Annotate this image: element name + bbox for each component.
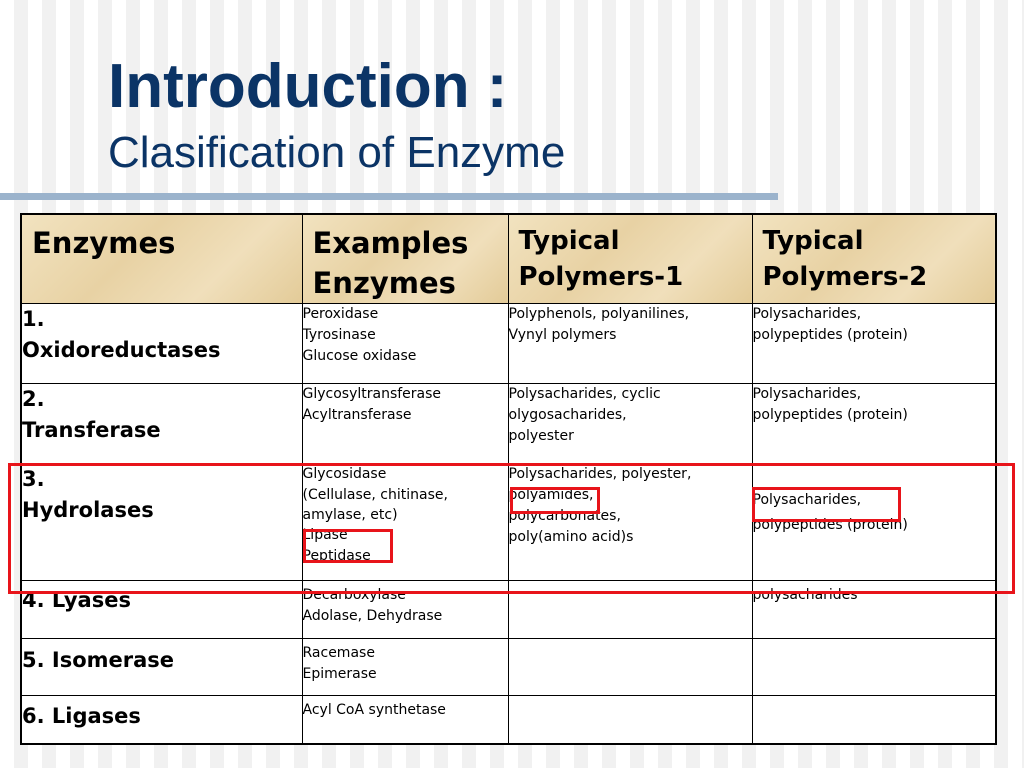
category-cell: 4. Lyases bbox=[21, 581, 302, 639]
polymers2-cell: polysacharides bbox=[752, 581, 996, 639]
slide-title: Introduction : bbox=[108, 52, 508, 121]
enzyme-classification-table bbox=[20, 213, 997, 745]
header-examples-enzymes: Examples Enzymes bbox=[302, 214, 508, 304]
table-row bbox=[21, 304, 996, 384]
category-cell: 3. Hydrolases bbox=[21, 464, 302, 581]
table-row bbox=[21, 464, 996, 581]
table-row bbox=[21, 639, 996, 696]
examples-cell: Racemase Epimerase bbox=[302, 639, 508, 696]
polymers1-cell bbox=[508, 581, 752, 639]
polymers1-cell: Polyphenols, polyanilines, Vynyl polymers bbox=[508, 304, 752, 384]
polymers1-cell bbox=[508, 639, 752, 696]
examples-cell: Peroxidase Tyrosinase Glucose oxidase bbox=[302, 304, 508, 384]
examples-cell: Glycosyltransferase Acyltransferase bbox=[302, 384, 508, 464]
table-row bbox=[21, 384, 996, 464]
category-cell: 6. Ligases bbox=[21, 696, 302, 744]
category-cell: 2. Transferase bbox=[21, 384, 302, 464]
examples-cell: Acyl CoA synthetase bbox=[302, 696, 508, 744]
category-cell: 1. Oxidoreductases bbox=[21, 304, 302, 384]
examples-cell: Glycosidase (Cellulase, chitinase, amylase, etc) Lipase Peptidase bbox=[302, 464, 508, 581]
polymers1-cell: Polysacharides, cyclic olygosacharides, polyester bbox=[508, 384, 752, 464]
header-enzymes: Enzymes bbox=[21, 214, 302, 304]
polymers2-cell: Polysacharides, polypeptides (protein) bbox=[752, 304, 996, 384]
table-row bbox=[21, 696, 996, 744]
polymers2-cell bbox=[752, 696, 996, 744]
header-typical-polymers-2: Typical Polymers-2 bbox=[752, 214, 996, 304]
polymers1-cell: Polysacharides, polyester, polyamides, polycarbonates, poly(amino acid)s bbox=[508, 464, 752, 581]
category-cell: 5. Isomerase bbox=[21, 639, 302, 696]
title-divider bbox=[0, 193, 778, 200]
polymers2-cell: Polysacharides, polypeptides (protein) bbox=[752, 384, 996, 464]
polymers2-cell: Polysacharides, polypeptides (protein) bbox=[752, 464, 996, 581]
polymers1-cell bbox=[508, 696, 752, 744]
polymers2-cell bbox=[752, 639, 996, 696]
slide-subtitle: Clasification of Enzyme bbox=[108, 128, 566, 177]
header-typical-polymers-1: Typical Polymers-1 bbox=[508, 214, 752, 304]
examples-cell: Decarboxylase Adolase, Dehydrase bbox=[302, 581, 508, 639]
table-row bbox=[21, 581, 996, 639]
table-header-row bbox=[21, 214, 996, 304]
